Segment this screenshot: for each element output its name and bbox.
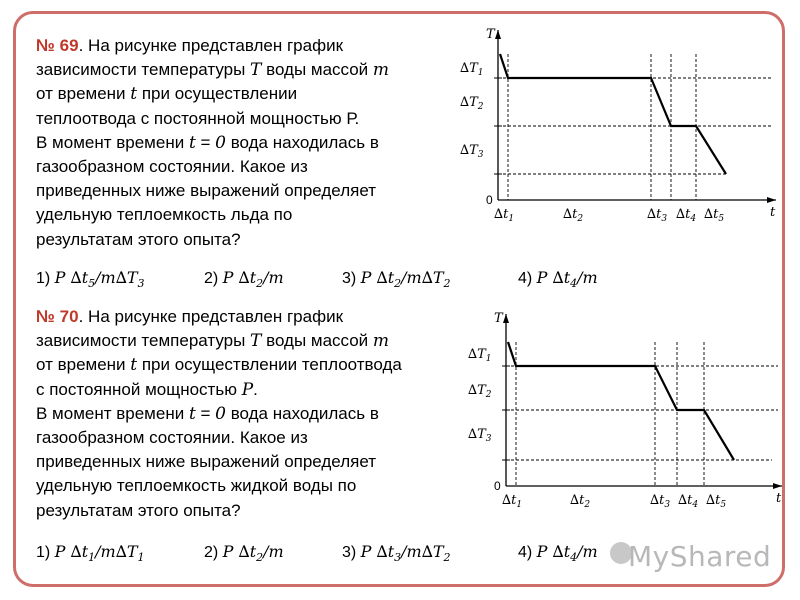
problem-70-answer-option-4[interactable] xyxy=(518,542,598,564)
problem-69-text-line: удельную теплоемкость льда по xyxy=(36,205,293,225)
problem-70-text-line: . На рисунке представлен график xyxy=(78,307,344,326)
problem-69-text-line: приведенных ниже выражений определяет xyxy=(36,181,376,201)
problem-69-variable: T xyxy=(250,60,262,81)
problem-69-answer-option-3[interactable] xyxy=(342,268,451,290)
problem-70-text-line: приведенных ниже выражений определяет xyxy=(36,452,376,472)
problem-69-text xyxy=(36,34,461,252)
delta-t-label: $\Delta t_4$ xyxy=(676,207,697,224)
answer-formula: P $\Delta t_3/m\Delta T_2$ xyxy=(360,542,451,565)
answer-number: 1) xyxy=(36,544,55,561)
watermark: MyShared xyxy=(628,540,772,573)
delta-t-label: $\Delta t_1$ xyxy=(502,493,523,510)
answer-number: 3) xyxy=(342,270,361,287)
x-axis-arrow-icon xyxy=(767,197,776,203)
problem-69-text-line: от времени xyxy=(36,84,131,104)
problem-70-variable: T xyxy=(250,331,262,352)
y-axis-arrow-icon xyxy=(495,30,501,39)
delta-T-label: $\Delta T_2$ xyxy=(460,95,484,112)
cooling-curve xyxy=(500,54,726,174)
problem-69-text-line: . На рисунке представлен график xyxy=(78,36,344,55)
problem-70-text-line: с постоянной мощностью xyxy=(36,379,242,399)
problem-69-text-line: результатам этого опыта? xyxy=(36,229,241,249)
x-axis-label: t xyxy=(770,205,776,220)
problem-70-answer-option-3[interactable] xyxy=(342,542,451,564)
problem-69-text-line: теплоотвода с постоянной мощностью Р. xyxy=(36,108,360,128)
problem-69-variable: t xyxy=(188,132,196,153)
problem-69-variable: m xyxy=(372,60,390,81)
delta-t-label: $\Delta t_2$ xyxy=(570,493,591,510)
problem-70-text-line: . xyxy=(253,379,258,399)
problem-70-text-line: воды массой xyxy=(261,331,373,351)
answer-number: 2) xyxy=(204,270,223,287)
delta-t-label: $\Delta t_5$ xyxy=(706,493,727,510)
delta-T-label: $\Delta T_1$ xyxy=(468,347,492,364)
problem-69-variable: t xyxy=(130,84,138,105)
y-axis-arrow-icon xyxy=(503,314,509,323)
problem-70-variable: P xyxy=(241,379,254,400)
answer-formula: P $\Delta t_4/m$ xyxy=(536,268,598,291)
problem-69-text-line: = xyxy=(195,132,216,152)
problem-70-variable: t xyxy=(188,403,196,424)
delta-t-label: $\Delta t_3$ xyxy=(650,493,671,510)
problem-69-text-line: газообразном состоянии. Какое из xyxy=(36,157,308,177)
problem-70-text-line: зависимости температуры xyxy=(36,331,251,351)
answer-formula: P $\Delta t_2/m$ xyxy=(222,268,284,291)
problem-70-text-line: результатам этого опыта? xyxy=(36,500,241,520)
problem-70-text-line: от времени xyxy=(36,355,131,375)
x-axis-arrow-icon xyxy=(773,483,782,489)
problem-70-variable: 0 xyxy=(215,403,226,424)
answer-number: 4) xyxy=(518,544,537,561)
problem-69-answer-option-4[interactable] xyxy=(518,268,598,290)
answer-formula: P $\Delta t_5/m\Delta T_3$ xyxy=(54,268,145,291)
answer-formula: P $\Delta t_1/m\Delta T_1$ xyxy=(54,542,145,565)
cooling-curve xyxy=(508,342,734,460)
y-axis-label: T xyxy=(486,27,495,42)
problem-70-text-line: вода находилась в xyxy=(225,403,379,423)
delta-t-label: $\Delta t_2$ xyxy=(563,207,584,224)
problem-69-text-line: В момент времени xyxy=(36,132,189,152)
delta-t-label: $\Delta t_3$ xyxy=(647,207,668,224)
delta-t-label: $\Delta t_5$ xyxy=(704,207,725,224)
answer-number: 3) xyxy=(342,544,361,561)
answer-formula: P $\Delta t_2/m\Delta T_2$ xyxy=(360,268,451,291)
temperature-graph-70 xyxy=(468,306,790,510)
answer-number: 2) xyxy=(204,544,223,561)
delta-t-label: $\Delta t_4$ xyxy=(678,493,699,510)
problem-70-answer-option-1[interactable] xyxy=(36,542,145,564)
delta-t-label: $\Delta t_1$ xyxy=(494,207,515,224)
problem-70-text-line: удельную теплоемкость жидкой воды по xyxy=(36,476,357,496)
problem-69-text-line: вода находилась в xyxy=(225,132,379,152)
problem-70-variable: t xyxy=(130,355,138,376)
problem-70-variable: m xyxy=(372,331,390,352)
problem-69-answer-option-2[interactable] xyxy=(204,268,284,290)
problem-70-text-line: = xyxy=(195,403,216,423)
problem-70-text-line: В момент времени xyxy=(36,403,189,423)
answer-formula: P $\Delta t_4/m$ xyxy=(536,542,598,565)
delta-T-label: $\Delta T_3$ xyxy=(460,143,484,160)
problem-69-answer-option-1[interactable] xyxy=(36,268,145,290)
delta-T-label: $\Delta T_1$ xyxy=(460,61,484,78)
problem-70-text xyxy=(36,305,471,523)
delta-T-label: $\Delta T_2$ xyxy=(468,383,492,400)
problem-69-variable: 0 xyxy=(215,132,226,153)
problem-69-text-line: при осуществлении xyxy=(137,84,298,104)
problem-70-number: № 70 xyxy=(36,307,79,326)
problem-70-answer-option-2[interactable] xyxy=(204,542,284,564)
problem-70-text-line: газообразном состоянии. Какое из xyxy=(36,428,308,448)
delta-T-label: $\Delta T_3$ xyxy=(468,427,492,444)
problem-69-text-line: воды массой xyxy=(261,60,373,80)
answer-number: 1) xyxy=(36,270,55,287)
temperature-graph-69 xyxy=(460,22,784,224)
y-axis-label: T xyxy=(494,311,503,326)
origin-label: 0 xyxy=(494,479,501,493)
problem-69-text-line: зависимости температуры xyxy=(36,60,251,80)
origin-label: 0 xyxy=(486,193,493,207)
answer-formula: P $\Delta t_2/m$ xyxy=(222,542,284,565)
problem-69-number: № 69 xyxy=(36,36,79,55)
problem-70-text-line: при осуществлении теплоотвода xyxy=(137,355,402,375)
x-axis-label: t xyxy=(776,491,782,506)
answer-number: 4) xyxy=(518,270,537,287)
